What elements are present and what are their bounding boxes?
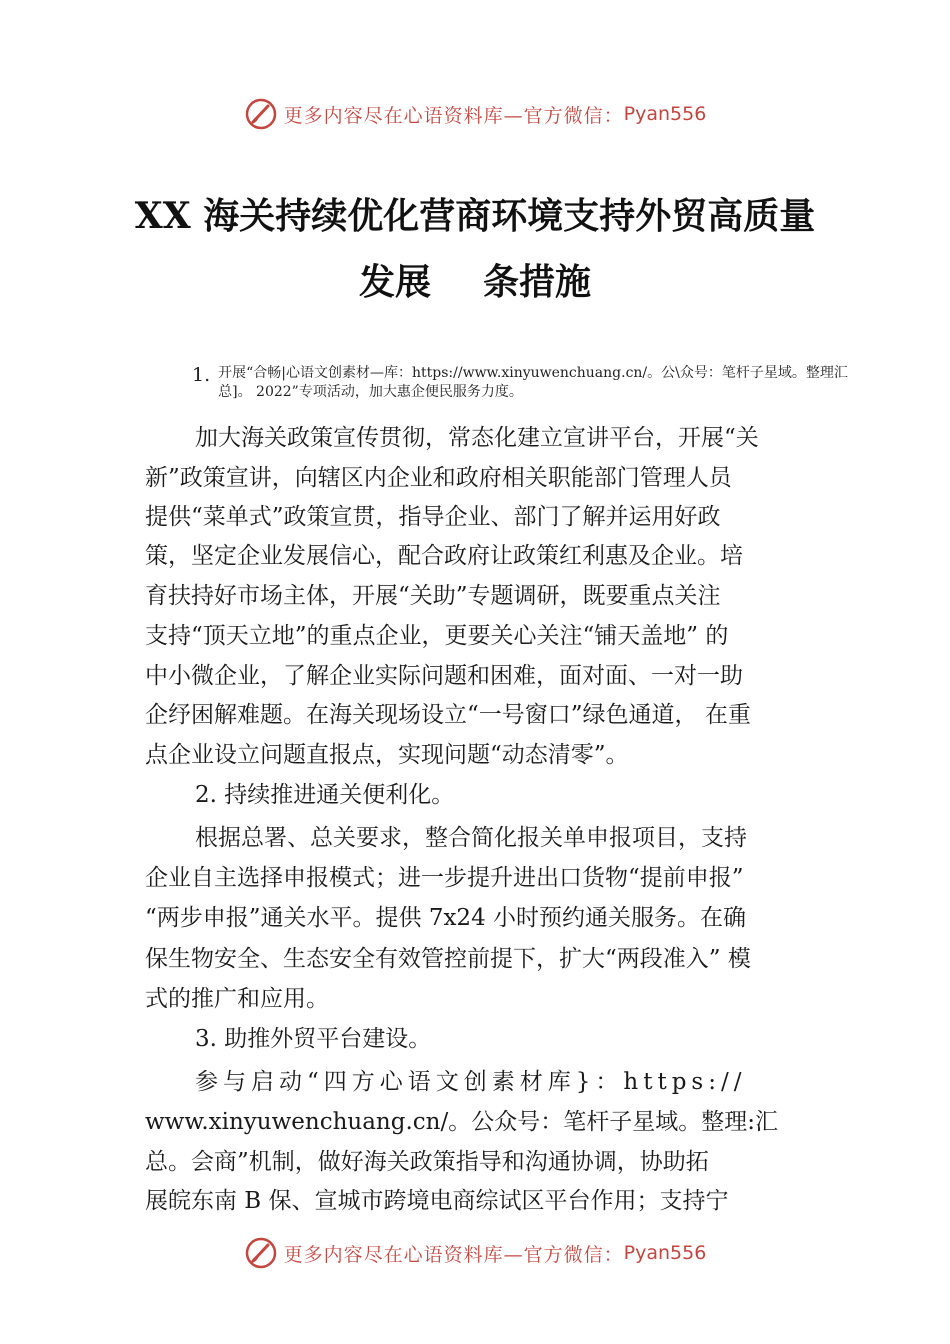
watermark-text: 更多内容尽在心语资料库—官方微信： — [283, 104, 624, 127]
watermark-text: 更多内容尽在心语资料库—官方微信： — [283, 1243, 624, 1266]
body-line: 中小微企业，了解企业实际问题和困难，面对面、一对一助 — [145, 663, 743, 689]
body-line: 提供“菜单式”政策宣贯，指导企业、部门了解并运用好政 — [145, 504, 721, 530]
body-line: 展皖东南 B 保、宣城市跨境电商综试区平台作用；支持宁 — [145, 1188, 729, 1214]
title-fragment-measures: 条措施 — [483, 261, 592, 303]
header-watermark-banner — [0, 94, 950, 134]
body-line: 点企业设立问题直报点，实现问题“动态清零”。 — [145, 742, 629, 768]
brush-logo-icon — [244, 97, 278, 131]
section-heading-3: 3. 助推外贸平台建设。 — [195, 1026, 432, 1052]
body-line: 式的推广和应用。 — [145, 986, 329, 1012]
watermark-wechat-id: Pyan556 — [623, 103, 707, 125]
title-fragment-develop: 发展 — [358, 261, 431, 303]
watermark-wechat-id: Pyan556 — [623, 1242, 707, 1264]
brush-logo-icon — [244, 1236, 278, 1270]
list-item-1 — [192, 364, 852, 402]
body-line: 加大海关政策宣传贯彻，常态化建立宣讲平台，开展“关 — [195, 425, 759, 451]
body-line: “两步申报”通关水平。提供 7x24 小时预约通关服务。在确 — [145, 905, 747, 931]
body-line: 新”政策宣讲，向辖区内企业和政府相关职能部门管理人员 — [145, 465, 732, 491]
list-item-number: 1. — [192, 364, 211, 386]
body-line: 参与启动“四方心语文创素材库}：https:// — [195, 1069, 747, 1095]
body-line: www.xinyuwenchuang.cn/。公众号：笔杆子星域。整理:汇 — [145, 1109, 778, 1135]
body-line: 根据总署、总关要求，整合简化报关单申报项目，支持 — [195, 825, 747, 851]
body-line: 总。会商”机制，做好海关政策指导和沟通协调，协助拓 — [145, 1149, 709, 1175]
document-title-line-1: XX 海关持续优化营商环境支持外贸高质量 — [134, 195, 816, 237]
body-line: 企纾困解难题。在海关现场设立“一号窗口”绿色通道， 在重 — [145, 702, 751, 728]
body-line: 保生物安全、生态安全有效管控前提下，扩大“两段准入” 模 — [145, 946, 751, 972]
footer-watermark-banner — [0, 1233, 950, 1273]
body-line: 企业自主选择申报模式；进一步提升进出口货物“提前申报” — [145, 865, 744, 891]
section-heading-2: 2. 持续推进通关便利化。 — [195, 782, 455, 808]
document-title-line-2 — [0, 254, 950, 305]
body-line: 支持“顶天立地”的重点企业，更要关心关注“铺天盖地” 的 — [145, 623, 729, 649]
list-item-text: 开展“合畅|心语文创素材—库：https://www.xinyuwenchuang.cn/。公\众号：笔杆子星域。整理汇总]。 2022”专项活动，加大惠企便民服务力度。 — [218, 365, 848, 400]
body-line: 育扶持好市场主体，开展“关助”专题调研，既要重点关注 — [145, 583, 721, 609]
body-line: 策，坚定企业发展信心，配合政府让政策红利惠及企业。培 — [145, 543, 743, 569]
